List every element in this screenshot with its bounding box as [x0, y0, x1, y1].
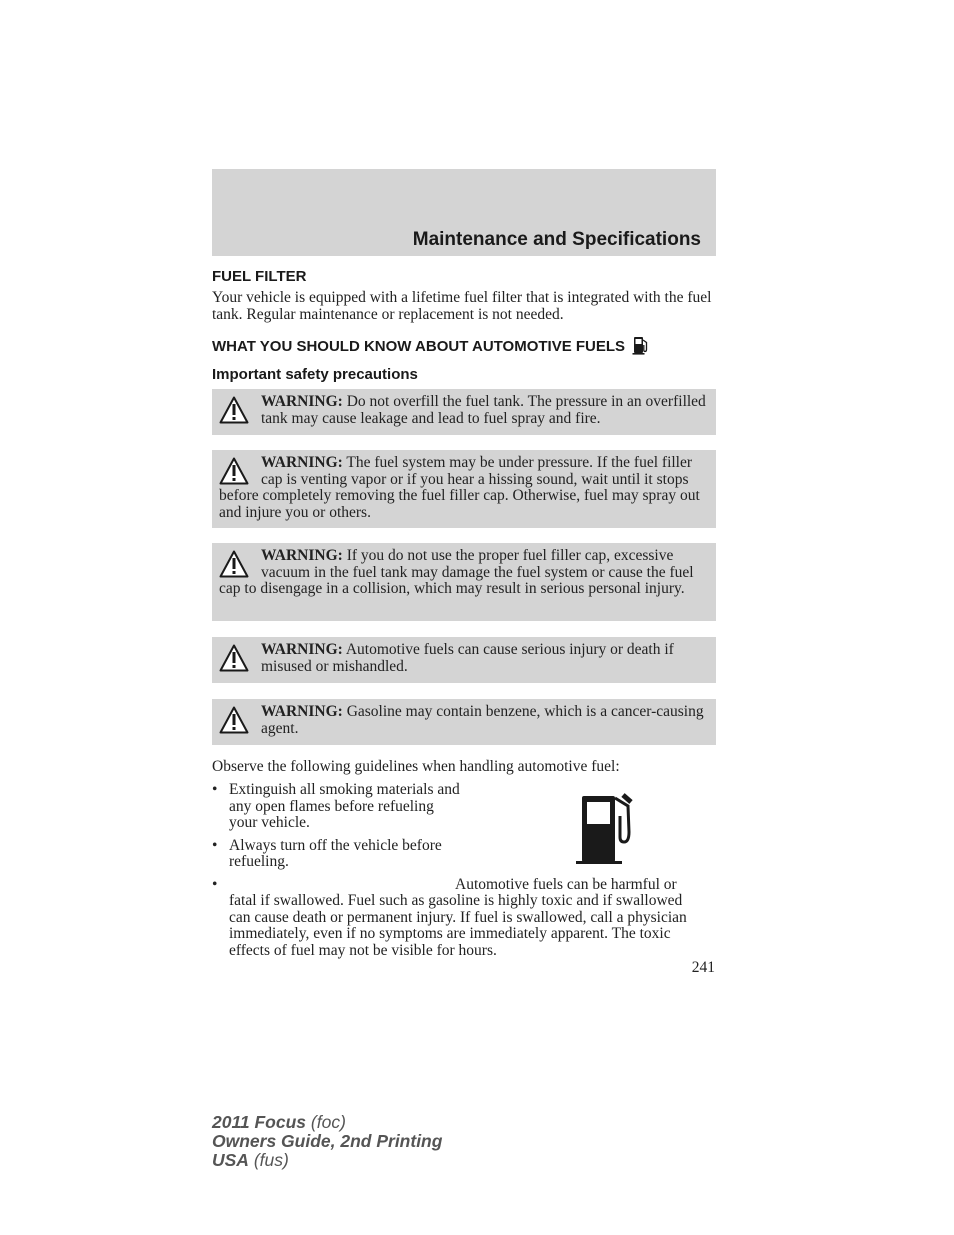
warning-text: If you do not use the proper fuel filler cap, excessive vacuum in the fuel tank may damage the fuel system or cause the fuel cap to disengage in a collision, which may result in serious personal injury. — [219, 547, 694, 597]
document-footer — [212, 1113, 442, 1170]
warning-text: The fuel system may be under pressure. If the fuel filler cap is venting vapor or if you hear a hissing sound, wait until it stops before completely removing the fuel filler cap. Otherwise, fuel may spray out and injure you or others. — [219, 454, 700, 521]
warning-label: WARNING: — [261, 547, 343, 564]
guidelines-intro: Observe the following guidelines when handling automotive fuel: — [212, 758, 620, 775]
warning-box — [212, 389, 716, 435]
warning-label: WARNING: — [261, 454, 343, 471]
warning-triangle-icon — [219, 706, 249, 734]
warning-label: WARNING: — [261, 393, 343, 410]
warning-triangle-icon — [219, 550, 249, 578]
footer-line: 2011 Focus (foc) — [212, 1112, 346, 1132]
footer-line: Owners Guide, 2nd Printing — [212, 1131, 443, 1151]
warning-triangle-icon — [219, 457, 249, 485]
fuel-pump-icon — [632, 335, 650, 355]
list-item: • Extinguish all smoking materials and any open flames before refueling your vehicle. — [212, 782, 465, 832]
warning-text: Automotive fuels can cause serious injury or death if misused or mishandled. — [261, 641, 674, 675]
page-number: 241 — [691, 959, 715, 976]
warning-text: Do not overfill the fuel tank. The pressure in an overfilled tank may cause leakage and lead to fuel spray and fire. — [261, 393, 706, 427]
list-item-text: Automotive fuels can be harmful or fatal if swallowed. Fuel such as gasoline is highly toxic and if swallowed can cause death or permanent injury. If fuel is swallowed, call a physician immediately, even if no symptoms are immediately apparent. The toxic effects of fuel may not be visible for hours. — [229, 875, 687, 959]
warning-box — [212, 637, 716, 683]
section-header-band — [212, 169, 716, 256]
warning-text: Gasoline may contain benzene, which is a cancer-causing agent. — [261, 703, 704, 737]
fuel-filter-body: Your vehicle is equipped with a lifetime fuel filter that is integrated with the fuel tank. Regular maintenance or replacement is not needed. — [212, 289, 712, 323]
fuels-heading-row — [212, 335, 650, 355]
footer-line: USA (fus) — [212, 1150, 289, 1170]
warning-box — [212, 699, 716, 745]
warning-box — [212, 543, 716, 621]
fuel-pump-illustration-icon — [573, 792, 637, 866]
warning-label: WARNING: — [261, 641, 343, 658]
fuel-filter-heading: FUEL FILTER — [212, 268, 307, 285]
list-item: • Always turn off the vehicle before refueling. — [212, 838, 465, 871]
warning-triangle-icon — [219, 396, 249, 424]
warning-label: WARNING: — [261, 703, 343, 720]
warning-triangle-icon — [219, 644, 249, 672]
guidelines-list — [212, 782, 716, 965]
safety-subheading: Important safety precautions — [212, 366, 418, 383]
warning-box — [212, 450, 716, 528]
fuels-heading: WHAT YOU SHOULD KNOW ABOUT AUTOMOTIVE FUELS — [212, 338, 626, 355]
section-title: Maintenance and Specifications — [412, 229, 701, 250]
list-item — [212, 877, 716, 960]
